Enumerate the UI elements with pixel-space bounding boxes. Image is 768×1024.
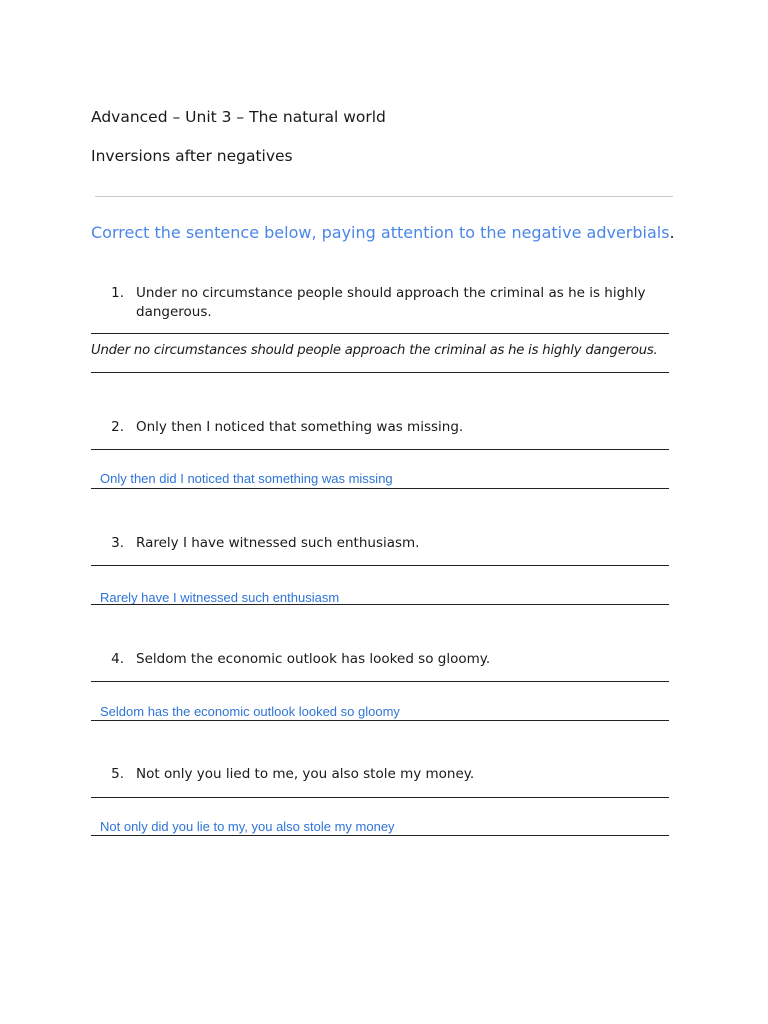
student-answer[interactable]: Seldom has the economic outlook looked so gloomy [100, 704, 400, 719]
instruction-period: . [669, 223, 675, 242]
question-number: 5. [111, 766, 124, 782]
answer-line [91, 488, 669, 489]
answer-line [91, 333, 669, 334]
answer-line [91, 604, 669, 605]
page-subtitle: Inversions after negatives [91, 147, 293, 165]
question-2 [104, 419, 463, 435]
divider [95, 196, 673, 197]
page-title: Advanced – Unit 3 – The natural world [91, 108, 386, 126]
answer-line [91, 681, 669, 682]
instruction [91, 223, 675, 242]
question-text-continued: dangerous. [136, 304, 212, 320]
answer-line [91, 565, 669, 566]
question-number: 3. [111, 535, 124, 551]
question-number: 2. [111, 419, 124, 435]
model-answer: Under no circumstances should people approach the criminal as he is highly dangerous. [91, 343, 658, 358]
answer-line [91, 720, 669, 721]
student-answer[interactable]: Rarely have I witnessed such enthusiasm [100, 590, 340, 605]
student-answer[interactable]: Not only did you lie to my, you also stole my money [100, 819, 395, 834]
answer-line [91, 797, 669, 798]
question-4 [104, 651, 490, 667]
question-number: 1. [111, 285, 124, 301]
question-number: 4. [111, 651, 124, 667]
question-3 [104, 535, 419, 551]
question-text: Seldom the economic outlook has looked so gloomy. [136, 651, 491, 667]
question-text: Only then I noticed that something was missing. [136, 419, 464, 435]
question-5 [104, 766, 474, 782]
question-text: Rarely I have witnessed such enthusiasm. [136, 535, 420, 551]
question-1 [104, 285, 645, 301]
answer-line [91, 372, 669, 373]
student-answer[interactable]: Only then did I noticed that something was missing [100, 471, 393, 486]
answer-line [91, 449, 669, 450]
instruction-text: Correct the sentence below, paying attention to the negative adverbials [91, 223, 670, 242]
answer-line [91, 835, 669, 836]
question-text: Under no circumstance people should approach the criminal as he is highly [136, 285, 646, 301]
question-text: Not only you lied to me, you also stole my money. [136, 766, 475, 782]
